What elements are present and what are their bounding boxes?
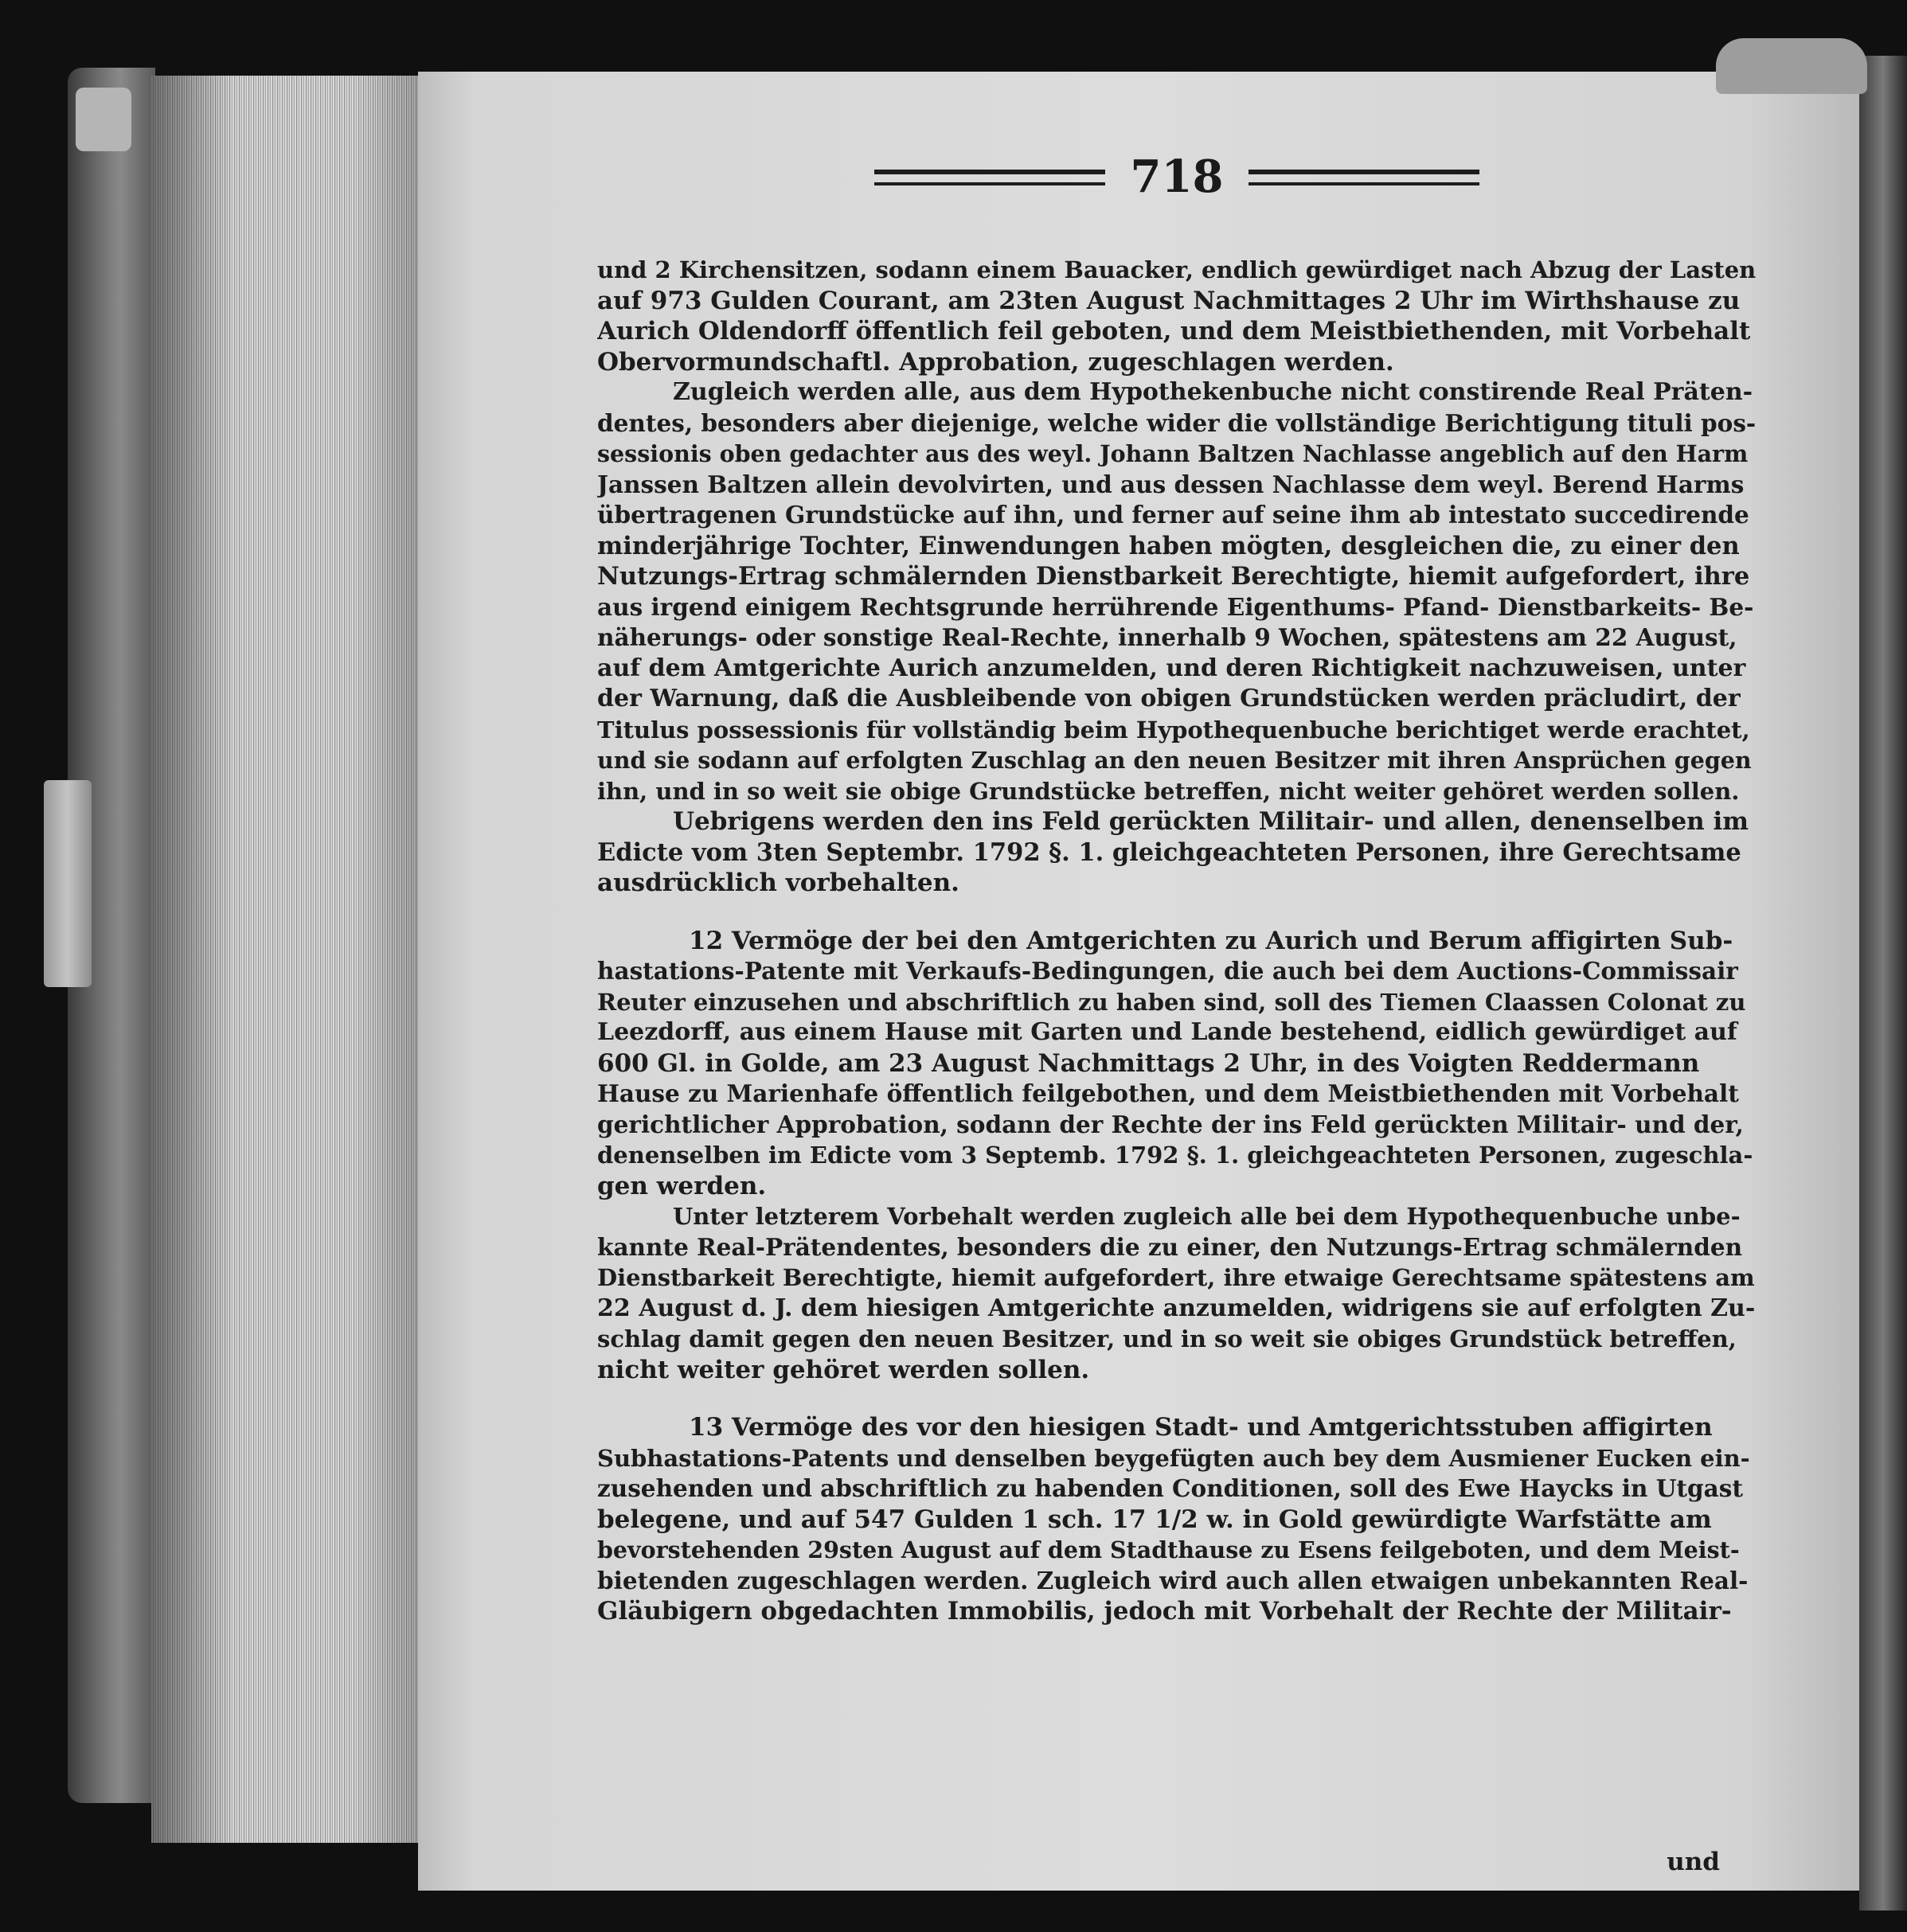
text-line: Subhastations-Patents und denselben beygefügten auch bey dem Ausmiener Eucken ein- xyxy=(597,1444,1750,1472)
cover-tear xyxy=(44,780,92,987)
text-line: bietenden zugeschlagen werden. Zugleich wird auch allen etwaigen unbekannten Real- xyxy=(597,1566,1749,1594)
text-line: denenselben im Edicte vom 3 Septemb. 1792 §. 1. gleichgeachteten Personen, zugeschla- xyxy=(597,1142,1753,1169)
text-line: Gläubigern obgedachten Immobilis, jedoch mit Vorbehalt der Rechte der Militair- xyxy=(597,1597,1732,1626)
text-line: sessionis oben gedachter aus des weyl. Johann Baltzen Nachlasse angeblich auf den Harm xyxy=(597,440,1749,467)
text-line: 22 August d. J. dem hiesigen Amtgerichte anzumelden, widrigens sie auf erfolgten Zu- xyxy=(597,1294,1756,1322)
text-line: schlag damit gegen den neuen Besitzer, und in so weit sie obiges Grundstück betreffen, xyxy=(597,1325,1737,1352)
text-line: nicht weiter gehöret werden sollen. xyxy=(597,1355,1090,1384)
text-line: Uebrigens werden den ins Feld gerückten Militair- und allen, denenselben im xyxy=(673,807,1749,836)
text-line: 600 Gl. in Golde, am 23 August Nachmittags 2 Uhr, in des Voigten Reddermann xyxy=(597,1048,1700,1078)
page-edges-shade xyxy=(151,76,422,1843)
text-line: Zugleich werden alle, aus dem Hypothekenbuche nicht constirende Real Präten- xyxy=(673,378,1753,406)
text-line: minderjährige Tochter, Einwendungen haben mögten, desgleichen die, zu einer den xyxy=(597,531,1740,560)
text-line: auf dem Amtgerichte Aurich anzumelden, und deren Richtigkeit nachzuweisen, unter xyxy=(597,654,1746,682)
paragraph xyxy=(597,255,1756,377)
paragraph xyxy=(597,1201,1756,1385)
text-line: gerichtlicher Approbation, sodann der Rechte der ins Feld gerückten Militair- und der, xyxy=(597,1110,1744,1138)
text-line: näherungs- oder sonstige Real-Rechte, innerhalb 9 Wochen, spätestens am 22 August, xyxy=(597,623,1737,651)
text-line: bevorstehenden 29sten August auf dem Stadthause zu Esens feilgeboten, und dem Meist- xyxy=(597,1536,1740,1563)
page-number: 718 xyxy=(1130,150,1224,203)
text-block xyxy=(597,255,1756,1627)
text-line: Edicte vom 3ten Septembr. 1792 §. 1. gleichgeachteten Personen, ihre Gerechtsame xyxy=(597,837,1741,867)
text-line: kannte Real-Prätendentes, besonders die zu einer, den Nutzungs-Ertrag schmälernden xyxy=(597,1232,1743,1261)
text-line: dentes, besonders aber diejenige, welche wider die vollständige Berichtigung tituli pos- xyxy=(597,408,1756,437)
text-line: Reuter einzusehen und abschriftlich zu haben sind, soll des Tiemen Claassen Colonat zu xyxy=(597,988,1746,1016)
text-line: 13 Vermöge des vor den hiesigen Stadt- und Amtgerichtsstuben affigirten xyxy=(689,1413,1713,1442)
text-line: Obervormundschaftl. Approbation, zugeschlagen werden. xyxy=(597,347,1394,377)
text-line: auf 973 Gulden Courant, am 23ten August Nachmittages 2 Uhr im Wirthshause zu xyxy=(597,286,1741,315)
text-line: und sie sodann auf erfolgten Zuschlag an den neuen Besitzer mit ihren Ansprüchen gegen xyxy=(597,747,1752,774)
text-line: hastations-Patente mit Verkaufs-Bedingungen, die auch bei dem Auctions-Commissair xyxy=(597,957,1738,985)
text-line: der Warnung, daß die Ausbleibende von obigen Grundstücken werden präcludirt, der xyxy=(597,685,1741,712)
header-rule-left xyxy=(874,170,1105,185)
text-line: Leezdorff, aus einem Hause mit Garten und Lande bestehend, eidlich gewürdiget auf xyxy=(597,1018,1737,1046)
text-line: 12 Vermöge der bei den Amtgerichten zu Aurich und Berum affigirten Sub- xyxy=(689,926,1733,955)
text-line: Titulus possessionis für vollständig beim Hypothequenbuche berichtiget werde erachtet, xyxy=(597,716,1750,744)
text-line: und 2 Kirchensitzen, sodann einem Bauacker, endlich gewürdiget nach Abzug der Lasten xyxy=(597,256,1756,283)
header-rule-right xyxy=(1249,170,1479,185)
text-line: Janssen Baltzen allein devolvirten, und aus dessen Nachlasse dem weyl. Berend Harms xyxy=(597,470,1745,498)
text-line: belegene, und auf 547 Gulden 1 sch. 17 1/2 w. in Gold gewürdigte Warfstätte am xyxy=(597,1505,1712,1534)
text-line: Nutzungs-Ertrag schmälernden Dienstbarkeit Berechtigte, hiemit aufgefordert, ihre xyxy=(597,562,1750,591)
text-line: zusehenden und abschriftlich zu habenden Conditionen, soll des Ewe Haycks in Utgast xyxy=(597,1474,1744,1502)
paragraph xyxy=(597,806,1756,899)
text-line: aus irgend einigem Rechtsgrunde herrührende Eigenthums- Pfand- Dienstbarkeits- Be- xyxy=(597,592,1754,621)
text-line: gen werden. xyxy=(597,1171,767,1200)
binding-gutter xyxy=(1859,56,1907,1911)
text-line: Aurich Oldendorff öffentlich feil geboten, und dem Meistbiethenden, mit Vorbehalt xyxy=(597,317,1751,345)
paragraph xyxy=(597,926,1756,1202)
corner-tab xyxy=(1716,38,1867,94)
text-line: Hause zu Marienhafe öffentlich feilgebothen, und dem Meistbiethenden mit Vorbehalt xyxy=(597,1079,1739,1107)
paragraph xyxy=(597,1412,1756,1627)
text-line: Dienstbarkeit Berechtigte, hiemit aufgefordert, ihre etwaige Gerechtsame spätestens am xyxy=(597,1264,1755,1291)
catchword: und xyxy=(1667,1848,1720,1876)
text-line: ihn, und in so weit sie obige Grundstücke betreffen, nicht weiter gehöret werden sollen. xyxy=(597,777,1740,805)
text-line: übertragenen Grundstücke auf ihn, und ferner auf seine ihm ab intestato succedirende xyxy=(597,501,1749,529)
text-line: ausdrücklich vorbehalten. xyxy=(597,868,959,897)
paragraph xyxy=(597,377,1756,806)
cover-tab xyxy=(76,88,131,151)
text-line: Unter letzterem Vorbehalt werden zugleich alle bei dem Hypothequenbuche unbe- xyxy=(673,1203,1741,1230)
